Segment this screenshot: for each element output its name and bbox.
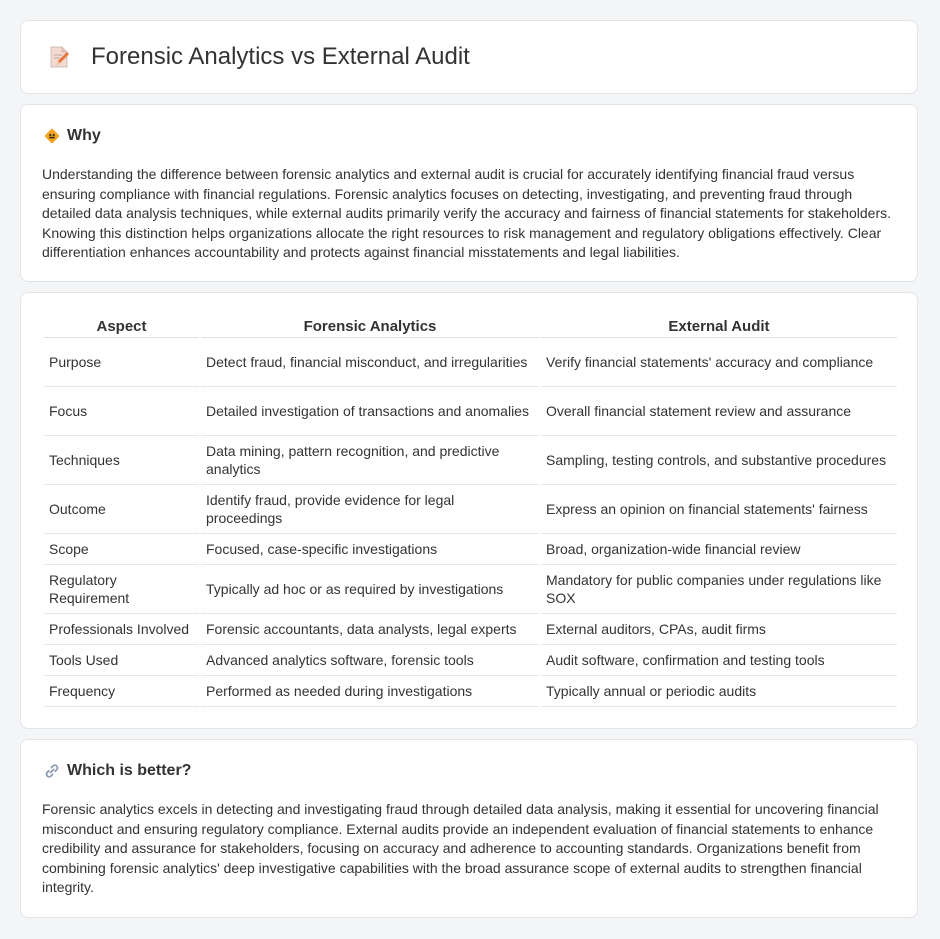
better-section	[20, 739, 918, 918]
page-title: Forensic Analytics vs External Audit	[91, 43, 470, 70]
table-row	[44, 676, 897, 707]
table-row	[44, 565, 897, 614]
row-aspect: Focus	[44, 387, 199, 436]
diamond-sign-icon	[43, 127, 61, 145]
row-forensic: Performed as needed during investigations	[201, 676, 539, 707]
row-forensic: Detailed investigation of transactions and anomalies	[201, 387, 539, 436]
table-row	[44, 387, 897, 436]
table-row	[44, 645, 897, 676]
row-aspect: Outcome	[44, 485, 199, 534]
why-header	[43, 127, 101, 145]
row-aspect: Professionals Involved	[44, 614, 199, 645]
header-external-audit: External Audit	[541, 315, 897, 338]
why-text: Understanding the difference between forensic analytics and external audit is crucial for accurately identifying financial fraud versus ensuring compliance with financial regulations. Forensic analytics focuses on detecting, investigating, and preventing fraud through detailed data analysis techniques, while external audits primarily verify the accuracy and fairness of financial statements for stakeholders. Knowing this distinction helps organizations allocate the right resources to risk management and regulatory obligations effectively. Clear differentiation enhances accountability and protects against financial misstatements and legal liabilities.	[42, 166, 891, 260]
table-row	[44, 614, 897, 645]
row-aspect: Techniques	[44, 436, 199, 485]
header-forensic-analytics: Forensic Analytics	[201, 315, 539, 338]
row-audit: Verify financial statements' accuracy and compliance	[541, 338, 897, 387]
row-audit: External auditors, CPAs, audit firms	[541, 614, 897, 645]
table-row	[44, 338, 897, 387]
row-audit: Express an opinion on financial statements' fairness	[541, 485, 897, 534]
row-forensic: Detect fraud, financial misconduct, and irregularities	[201, 338, 539, 387]
row-aspect: Regulatory Requirement	[44, 565, 199, 614]
why-heading: Why	[67, 127, 101, 144]
row-forensic: Focused, case-specific investigations	[201, 534, 539, 565]
table-header-row	[44, 315, 897, 338]
row-audit: Typically annual or periodic audits	[541, 676, 897, 707]
row-aspect: Purpose	[44, 338, 199, 387]
row-audit: Audit software, confirmation and testing tools	[541, 645, 897, 676]
title-card	[20, 20, 918, 94]
comparison-table	[42, 315, 899, 707]
better-heading: Which is better?	[67, 762, 192, 779]
row-audit: Mandatory for public companies under regulations like SOX	[541, 565, 897, 614]
row-audit: Overall financial statement review and assurance	[541, 387, 897, 436]
table-row	[44, 485, 897, 534]
why-section	[20, 104, 918, 282]
better-text: Forensic analytics excels in detecting and investigating fraud through detailed data analysis, making it essential for uncovering financial misconduct and ensuring regulatory compliance. External audits provide an independent evaluation of financial statements to enhance credibility and assurance for stakeholders, focusing on accuracy and adherence to accounting standards. Organizations benefit from combining forensic analytics' deep investigative capabilities with the broad assurance scope of external audits to strengthen financial integrity.	[42, 801, 879, 895]
table-row	[44, 436, 897, 485]
link-icon	[43, 762, 61, 780]
document-pencil-icon	[47, 45, 71, 69]
row-forensic: Forensic accountants, data analysts, legal experts	[201, 614, 539, 645]
table-row	[44, 534, 897, 565]
better-header	[43, 762, 191, 780]
row-forensic: Advanced analytics software, forensic tools	[201, 645, 539, 676]
row-aspect: Tools Used	[44, 645, 199, 676]
row-aspect: Scope	[44, 534, 199, 565]
row-audit: Broad, organization-wide financial review	[541, 534, 897, 565]
comparison-card	[20, 292, 918, 729]
row-audit: Sampling, testing controls, and substantive procedures	[541, 436, 897, 485]
row-forensic: Data mining, pattern recognition, and predictive analytics	[201, 436, 539, 485]
row-forensic: Typically ad hoc or as required by investigations	[201, 565, 539, 614]
header-aspect: Aspect	[44, 315, 199, 338]
row-aspect: Frequency	[44, 676, 199, 707]
row-forensic: Identify fraud, provide evidence for legal proceedings	[201, 485, 539, 534]
